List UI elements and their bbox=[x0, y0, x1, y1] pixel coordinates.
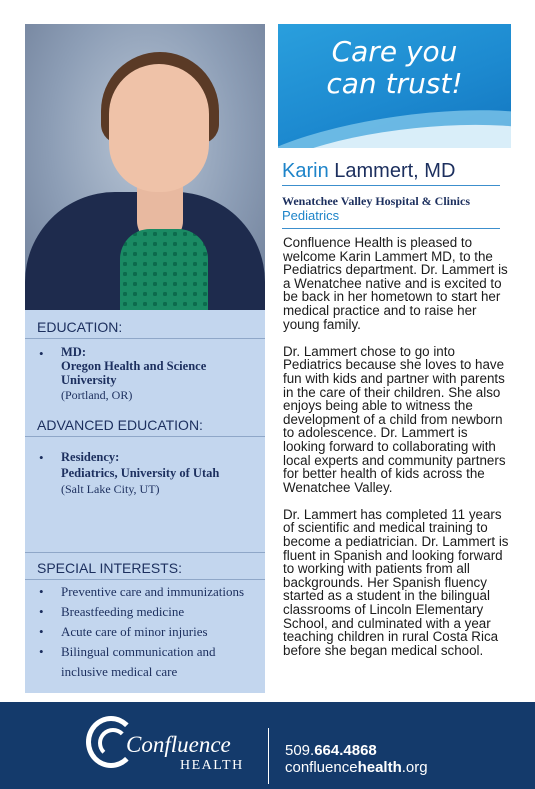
bio-paragraph: Dr. Lammert has completed 11 years of scientific and medical training to become a pediatrician. Dr. Lammert is fluent in Spanish and looking forward to working with patients from all backgrounds. Her Spanish fluency started as a student in the bilingual classrooms of Lincoln Elementary School, and culminated with a year teaching children in rural Costa Rica before she began medical school. bbox=[283, 506, 509, 658]
website-link[interactable]: confluencehealth.org bbox=[285, 759, 428, 776]
bio-paragraph: Confluence Health is pleased to welcome Karin Lammert MD, to the Pediatrics department. Dr. Lammert is a Wenatchee native and is excited to be back in her hometown to start her medical practice and to raise her young family. bbox=[283, 235, 508, 332]
logo-wordmark: Confluence bbox=[126, 732, 231, 757]
phone-number[interactable]: 509.664.4868 bbox=[285, 742, 377, 759]
education-heading: EDUCATION: bbox=[25, 319, 265, 339]
list-item: • Residency: Pediatrics, University of Utah (Salt Lake City, UT) bbox=[39, 450, 220, 496]
portrait-face bbox=[109, 64, 209, 192]
logo-subtitle: HEALTH bbox=[180, 758, 244, 773]
confluence-logo-swirl-icon bbox=[98, 728, 128, 758]
special-interests-heading: SPECIAL INTERESTS: bbox=[25, 560, 265, 580]
bio-paragraph: Dr. Lammert chose to go into Pediatrics because she loves to have fun with kids and partner with parents in the care of their children. She also enjoys being able to witness the development of a child from newborn to adolescence. Dr. Lammert is looking forward to collaborating with local experts and community partners for better health of kids across the Wenatchee Valley. bbox=[283, 343, 506, 495]
list-item: • Preventive care and immunizations bbox=[39, 582, 261, 602]
department-divider bbox=[282, 228, 500, 229]
doctor-portrait bbox=[25, 24, 265, 310]
hospital-name: Wenatchee Valley Hospital & Clinics bbox=[282, 194, 471, 208]
list-item: • Acute care of minor injuries bbox=[39, 622, 261, 642]
section-divider bbox=[25, 552, 265, 553]
advanced-education-list bbox=[39, 449, 259, 497]
advanced-education-heading: ADVANCED EDUCATION: bbox=[25, 417, 265, 437]
tagline: Care you can trust! bbox=[326, 35, 463, 100]
bullet-icon: • bbox=[39, 584, 44, 599]
credentials-sidebar bbox=[25, 310, 265, 693]
list-item: • Breastfeeding medicine bbox=[39, 602, 261, 622]
bullet-icon: • bbox=[39, 450, 44, 465]
footer bbox=[0, 702, 535, 789]
doctor-bio bbox=[283, 236, 513, 671]
bullet-icon: • bbox=[39, 624, 44, 639]
tagline-banner bbox=[278, 24, 511, 148]
list-item: • Bilingual communication and inclusive medical care bbox=[39, 644, 216, 679]
portrait-blouse bbox=[120, 229, 208, 310]
education-list bbox=[39, 345, 259, 403]
bullet-icon: • bbox=[39, 644, 44, 659]
bullet-icon: • bbox=[39, 604, 44, 619]
list-item: • MD: Oregon Health and Science University (Portland, OR) bbox=[39, 345, 207, 402]
department-name: Pediatrics bbox=[282, 208, 340, 223]
doctor-name: Karin Lammert, MD bbox=[282, 160, 456, 182]
name-divider bbox=[282, 185, 500, 186]
bullet-icon: • bbox=[39, 346, 44, 361]
footer-divider bbox=[268, 728, 269, 784]
special-interests-list bbox=[39, 582, 261, 682]
